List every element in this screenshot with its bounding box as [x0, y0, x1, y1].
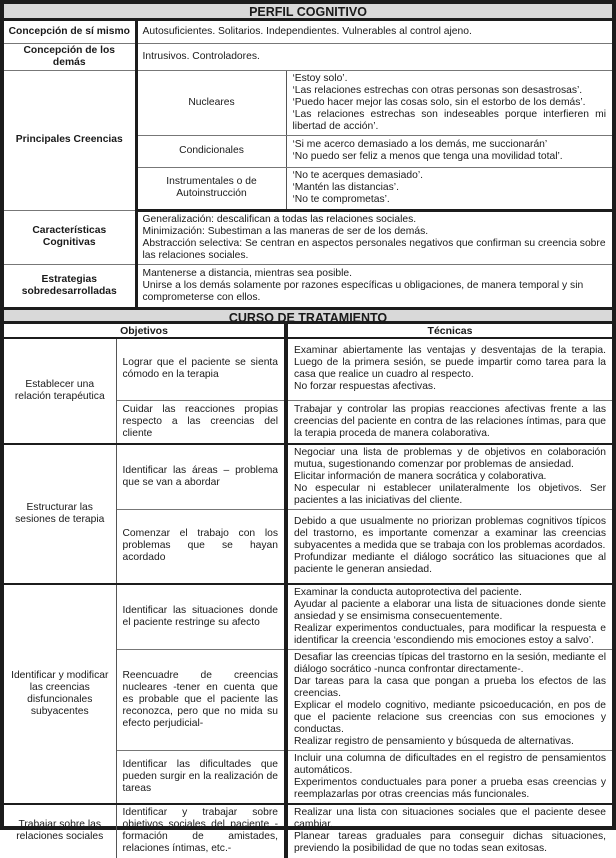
techniques-cell [286, 649, 612, 750]
caracteristica-item: Minimización: Subestiman a las maneras de ser de los demás. [142, 225, 429, 237]
row-estrategias [4, 264, 612, 307]
label-caracteristicas-cognitivas: Características Cognitivas [4, 210, 136, 264]
row-concepcion-demas [4, 43, 612, 70]
techniques-cell [286, 444, 612, 510]
table-row [4, 444, 612, 510]
label-principales-creencias: Principales Creencias [4, 70, 136, 210]
label-concepcion-demas: Concepción de los demás [4, 43, 136, 70]
techniques-cell [286, 584, 612, 650]
technique-item: Experimentos conductuales para poner a prueba esas creencias y reemplazarlas por otras creencias más funcionales. [294, 776, 606, 800]
technique-item: Debido a que usualmente no priorizan problemas cognitivos típicos del trastorno, es importante comenzar a examinar las creencias subyacentes a medida que se trabaja con los problemas acordados. [294, 516, 606, 552]
creencia-type-condicionales: Condicionales [136, 135, 286, 167]
tratamiento-header-row [4, 324, 612, 338]
value-concepcion-si-mismo: Autosuficientes. Solitarios. Independientes. Vulnerables al control ajeno. [136, 21, 612, 43]
creencia-item: ‘Puedo hacer mejor las cosas solo, sin el estorbo de los demás’. [292, 96, 586, 108]
objective-cell: Comenzar el trabajo con los problemas que se hayan acordado [116, 510, 286, 584]
objective-cell: Identificar y trabajar sobre objetivos sociales del paciente -formación de amistades, relaciones íntimas, etc.- [116, 804, 286, 858]
objective-cell: Cuidar las reacciones propias respecto a las creencias del cliente [116, 400, 286, 444]
technique-item: Ayudar al paciente a elaborar una lista de situaciones donde siente ansiedad y se ensimisma consecuentemente. [294, 598, 606, 622]
value-estrategias [136, 264, 612, 307]
creencia-item: ‘Mantén las distancias’. [292, 182, 399, 193]
objective-cell: Reencuadre de creencias nucleares -tener en cuenta que es probable que el paciente las reconozca, pero que no mida su efecto perjudicial- [116, 649, 286, 750]
objective-cell: Identificar las dificultades que pueden surgir en la realización de tareas [116, 750, 286, 804]
technique-item: Negociar una lista de problemas y de objetivos en colaboración mutua, sugestionando comenzar por problemas de ansiedad. [294, 447, 606, 470]
technique-item: Desafiar las creencias típicas del trastorno en la sesión, mediante el diálogo socrático -nunca confrontar directamente-. [294, 651, 606, 675]
goal-cell: Trabajar sobre las relaciones sociales [4, 804, 116, 858]
creencia-items-nucleares [286, 70, 612, 135]
creencia-item: ‘Las relaciones estrechas con otras personas son desastrosas’. [292, 84, 583, 96]
value-concepcion-demas: Intrusivos. Controladores. [136, 43, 612, 70]
technique-item: Incluir una columna de dificultades en el registro de pensamientos automáticos. [294, 752, 606, 776]
tratamiento-table [4, 324, 612, 858]
technique-item: Elicitar información de manera socrática y colaborativa. [294, 471, 547, 482]
row-creencias-nucleares [4, 70, 612, 135]
technique-item: Planear tareas graduales para conseguir dichas situaciones, previendo la posibilidad de que no todas sean exitosas. [294, 831, 606, 854]
techniques-cell [286, 400, 612, 444]
objective-cell: Identificar las situaciones donde el paciente restringe su afecto [116, 584, 286, 650]
perfil-cognitivo-table [4, 21, 612, 307]
estrategia-item: Mantenerse a distancia, mientras sea posible. [142, 267, 352, 279]
technique-item: No especular ni establecer unilateralmente los objetivos. Ser pacientes a las iniciativas del cliente. [294, 483, 606, 506]
row-concepcion-si-mismo [4, 21, 612, 43]
creencia-items-condicionales [286, 135, 612, 167]
creencia-type-instrumentales: Instrumentales o de Autoinstrucción [136, 167, 286, 210]
table-row [4, 804, 612, 858]
techniques-cell [286, 750, 612, 804]
goal-cell: Identificar y modificar las creencias disfuncionales subyacentes [4, 584, 116, 804]
perfil-cognitivo-title: PERFIL COGNITIVO [4, 4, 612, 21]
technique-item: Trabajar y controlar las propias reacciones afectivas frente a las creencias del paciente en contra de las relaciones íntimas, para que la terapia proceda de manera colaborativa. [294, 403, 606, 439]
creencia-item: ‘No puedo ser feliz a menos que tenga una movilidad total’. [292, 151, 563, 162]
value-caracteristicas-cognitivas [136, 210, 612, 264]
table-row [4, 338, 612, 400]
creencia-item: ‘No te comprometas’. [292, 194, 390, 205]
objective-cell: Identificar las áreas – problema que se van a abordar [116, 444, 286, 510]
technique-item: Profundizar mediante el diálogo socrático las situaciones que al paciente le generan ansiedad. [294, 552, 606, 576]
techniques-cell [286, 338, 612, 400]
header-tecnicas: Técnicas [286, 324, 612, 338]
estrategia-item: Unirse a los demás solamente por razones específicas u obligaciones, de manera temporal y sin comprometerse con ellos. [142, 279, 584, 303]
goal-cell: Establecer una relación terapéutica [4, 338, 116, 444]
creencia-item: ‘Estoy solo’. [292, 72, 348, 84]
creencia-item: ‘Si me acerco demasiado a los demás, me succionarán’ [292, 139, 548, 150]
technique-item: Dar tareas para la casa que pongan a prueba los efectos de las creencias. [294, 675, 606, 699]
label-concepcion-si-mismo: Concepción de sí mismo [4, 21, 136, 43]
objective-cell: Lograr que el paciente se sienta cómodo en la terapia [116, 338, 286, 400]
creencia-items-instrumentales [286, 167, 612, 210]
techniques-cell [286, 804, 612, 858]
technique-item: Explicar el modelo cognitivo, mediante psicoeducación, en pos de que el paciente relacione sus creencias con sus emociones y conductas. [294, 699, 606, 735]
creencia-item: ‘No te acerques demasiado’. [292, 170, 424, 181]
creencia-item: ‘Las relaciones estrechas son indeseables porque interfieren mi libertad de acción’. [292, 108, 606, 132]
header-objetivos: Objetivos [4, 324, 286, 338]
creencia-type-nucleares: Nucleares [136, 70, 286, 135]
technique-item: Realizar experimentos conductuales, para modificar la respuesta e identificar la creencia ‘escondiendo mis emociones estoy a salvo’. [294, 622, 606, 646]
techniques-cell [286, 510, 612, 584]
caracteristica-item: Abstracción selectiva: Se centran en aspectos personales negativos que confirman su creencia sobre las relaciones sociales. [142, 237, 606, 261]
technique-item: Realizar registro de pensamiento y búsqueda de alternativas. [294, 735, 574, 747]
caracteristica-item: Generalización: descalifican a todas las relaciones sociales. [142, 213, 417, 225]
technique-item: No forzar respuestas afectivas. [294, 381, 436, 393]
technique-item: Examinar abiertamente las ventajas y desventajas de la terapia. Luego de la primera sesión, se puede impartir como tarea para la casa que realice un cuadro al respecto. [294, 345, 606, 381]
technique-item: Examinar la conducta autoprotectiva del paciente. [294, 586, 522, 598]
curso-tratamiento-title: CURSO DE TRATAMIENTO [4, 307, 612, 324]
label-estrategias: Estrategias sobredesarrolladas [4, 264, 136, 307]
table-row [4, 584, 612, 650]
technique-item: Realizar una lista con situaciones sociales que el paciente desee cambiar. [294, 807, 606, 830]
goal-cell: Estructurar las sesiones de terapia [4, 444, 116, 584]
row-caracteristicas-cognitivas [4, 210, 612, 264]
